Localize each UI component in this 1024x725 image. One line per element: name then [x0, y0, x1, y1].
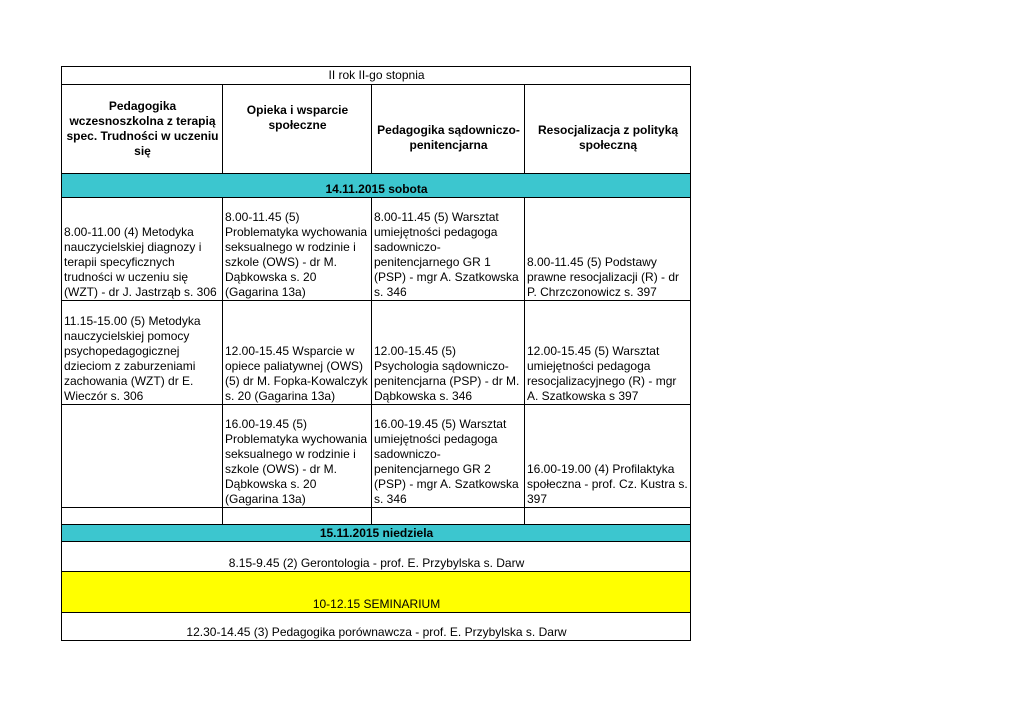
table-cell: 12.00-15.45 (5) Psychologia sądowniczo-penitencjarna (PSP) - dr M. Dąbkowska s. 346 [372, 301, 525, 405]
date-label-saturday: 14.11.2015 sobota [62, 174, 691, 198]
schedule-title: II rok II-go stopnia [62, 67, 691, 85]
table-cell: 16.00-19.45 (5) Warsztat umiejętności pedagoga sadowniczo-penitencjarnego GR 2 (PSP) - mgr A. Szatkowska s. 346 [372, 405, 525, 508]
table-cell: 11.15-15.00 (5) Metodyka nauczycielskiej pomocy psychopedagogicznej dzieciom z zaburzeniami zachowania (WZT) dr E. Wieczór s. 306 [62, 301, 223, 405]
col-header-opieka: Opieka i wsparcie społeczne [223, 85, 372, 174]
table-cell [525, 508, 691, 525]
title-row [62, 67, 691, 85]
table-cell: 8.00-11.00 (4) Metodyka nauczycielskiej diagnozy i terapii specyficznych trudności w uczeniu się (WZT) - dr J. Jastrząb s. 306 [62, 198, 223, 301]
table-row [62, 405, 691, 508]
date-row-saturday [62, 174, 691, 198]
schedule-table [61, 66, 691, 641]
table-cell [62, 405, 223, 508]
date-label-sunday: 15.11.2015 niedziela [62, 525, 691, 542]
table-row [62, 301, 691, 405]
table-cell: 16.00-19.45 (5) Problematyka wychowania seksualnego w rodzinie i szkole (OWS) - dr M. Dąbkowska s. 20 (Gagarina 13a) [223, 405, 372, 508]
sunday-row-1 [62, 542, 691, 572]
sunday-item-pedagogika-porownawcza: 12.30-14.45 (3) Pedagogika porównawcza - prof. E. Przybylska s. Darw [62, 613, 691, 641]
table-row [62, 198, 691, 301]
col-header-sadowniczo: Pedagogika sądowniczo-penitencjarna [372, 85, 525, 174]
table-cell [372, 508, 525, 525]
col-header-resocjalizacja: Resocjalizacja z polityką społeczną [525, 85, 691, 174]
sunday-row-2 [62, 613, 691, 641]
col-header-wczesnoszkolna: Pedagogika wczesnoszkolna z terapią spec. Trudności w uczeniu się [62, 85, 223, 174]
sunday-item-gerontologia: 8.15-9.45 (2) Gerontologia - prof. E. Przybylska s. Darw [62, 542, 691, 572]
table-cell: 12.00-15.45 (5) Warsztat umiejętności pedagoga resocjalizacyjnego (R) - mgr A. Szatkowska s 397 [525, 301, 691, 405]
table-cell: 16.00-19.00 (4) Profilaktyka społeczna - prof. Cz. Kustra s. 397 [525, 405, 691, 508]
blank-row [62, 508, 691, 525]
table-cell: 8.00-11.45 (5) Warsztat umiejętności pedagoga sadowniczo-penitencjarnego GR 1 (PSP) - mgr A. Szatkowska s. 346 [372, 198, 525, 301]
seminar-row [62, 572, 691, 613]
seminar-label: 10-12.15 SEMINARIUM [62, 572, 691, 613]
date-row-sunday [62, 525, 691, 542]
table-cell: 12.00-15.45 Wsparcie w opiece paliatywnej (OWS) (5) dr M. Fopka-Kowalczyk s. 20 (Gagarina 13a) [223, 301, 372, 405]
table-cell [223, 508, 372, 525]
table-cell [62, 508, 223, 525]
table-cell: 8.00-11.45 (5) Problematyka wychowania seksualnego w rodzinie i szkole (OWS) - dr M. Dąbkowska s. 20 (Gagarina 13a) [223, 198, 372, 301]
header-row [62, 85, 691, 174]
table-cell: 8.00-11.45 (5) Podstawy prawne resocjalizacji (R) - dr P. Chrzczonowicz s. 397 [525, 198, 691, 301]
